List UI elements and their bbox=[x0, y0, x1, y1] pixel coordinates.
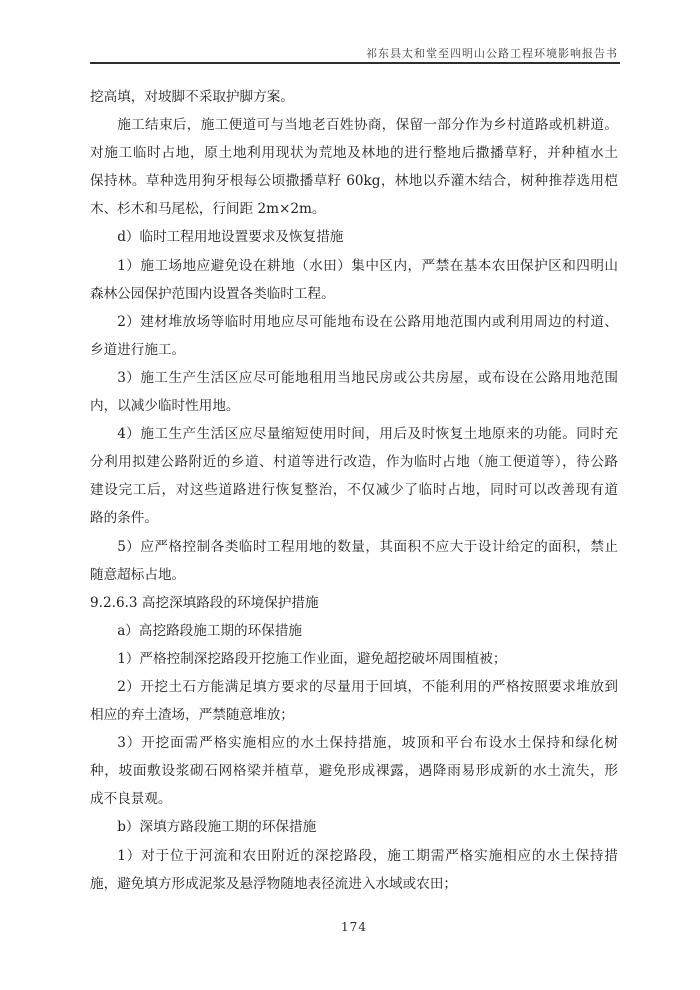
text-line: 分利用拟建公路附近的乡道、村道等进行改造，作为临时占地（施工便道等），待公路 bbox=[90, 454, 618, 471]
text-line: 施工结束后，施工便道可与当地老百姓协商，保留一部分作为乡村道路或机耕道。 bbox=[117, 117, 618, 134]
text-line: 3）开挖面需严格实施相应的水土保持措施，坡顶和平台布设水土保持和绿化树 bbox=[117, 735, 618, 752]
text-line: 内，以减少临时性用地。 bbox=[90, 398, 240, 415]
text-line: 乡道进行施工。 bbox=[90, 341, 186, 358]
text-line: 种，坡面敷设浆砌石网格梁并植草，避免形成裸露，遇降雨易形成新的水土流失，形 bbox=[90, 763, 618, 780]
text-line: 保持林。草种选用狗牙根每公顷撒播草籽 60kg，林地以乔灌木结合，树种推荐选用桤 bbox=[90, 173, 618, 190]
text-line: 9.2.6.3 高挖深填路段的环境保护措施 bbox=[90, 594, 319, 611]
text-line: d）临时工程用地设置要求及恢复措施 bbox=[117, 229, 344, 246]
text-line: 1）对于位于河流和农田附近的深挖路段，施工期需严格实施相应的水土保持措 bbox=[117, 847, 618, 864]
document-body bbox=[90, 83, 618, 898]
text-line: 3）施工生产生活区应尽可能地租用当地民房或公共房屋，或布设在公路用地范围 bbox=[117, 369, 618, 386]
text-line: 挖高填，对坡脚不采取护脚方案。 bbox=[90, 89, 294, 105]
text-line: a）高挖路段施工期的环保措施 bbox=[117, 622, 303, 639]
text-line: 建设完工后，对这些道路进行恢复整治，不仅减少了临时占地，同时可以改善现有道 bbox=[90, 482, 618, 499]
text-line: 成不良景观。 bbox=[90, 791, 172, 808]
text-line: 2）建材堆放场等临时用地应尽可能地布设在公路用地范围内或利用周边的村道、 bbox=[117, 313, 618, 330]
page-number: 174 bbox=[341, 920, 367, 934]
text-line: b）深填方路段施工期的环保措施 bbox=[117, 819, 317, 836]
text-line: 5）应严格控制各类临时工程用地的数量，其面积不应大于设计给定的面积，禁止 bbox=[117, 538, 618, 555]
text-line: 1）严格控制深挖路段开挖施工作业面，避免超挖破坏周围植被； bbox=[117, 650, 507, 667]
text-line: 随意超标占地。 bbox=[90, 566, 186, 583]
text-line: 4）施工生产生活区应尽量缩短使用时间，用后及时恢复土地原来的功能。同时充 bbox=[117, 426, 618, 443]
header-rule bbox=[90, 62, 620, 64]
page-header-title: 祁东县太和堂至四明山公路工程环境影响报告书 bbox=[366, 47, 618, 60]
text-line: 施，避免填方形成泥浆及悬浮物随地表径流进入水域或农田； bbox=[90, 875, 458, 892]
text-line: 森林公园保护范围内设置各类临时工程。 bbox=[90, 285, 335, 302]
text-line: 1）施工场地应避免设在耕地（水田）集中区内，严禁在基本农田保护区和四明山 bbox=[117, 257, 618, 274]
text-line: 相应的弃土渣场，严禁随意堆放； bbox=[90, 707, 294, 724]
text-line: 路的条件。 bbox=[90, 510, 158, 527]
text-line: 2）开挖土石方能满足填方要求的尽量用于回填，不能利用的严格按照要求堆放到 bbox=[117, 678, 618, 695]
text-line: 木、杉木和马尾松，行间距 2m×2m。 bbox=[90, 201, 326, 218]
text-line: 对施工临时占地，原土地利用现状为荒地及林地的进行整地后撒播草籽，并种植水土 bbox=[90, 145, 618, 162]
